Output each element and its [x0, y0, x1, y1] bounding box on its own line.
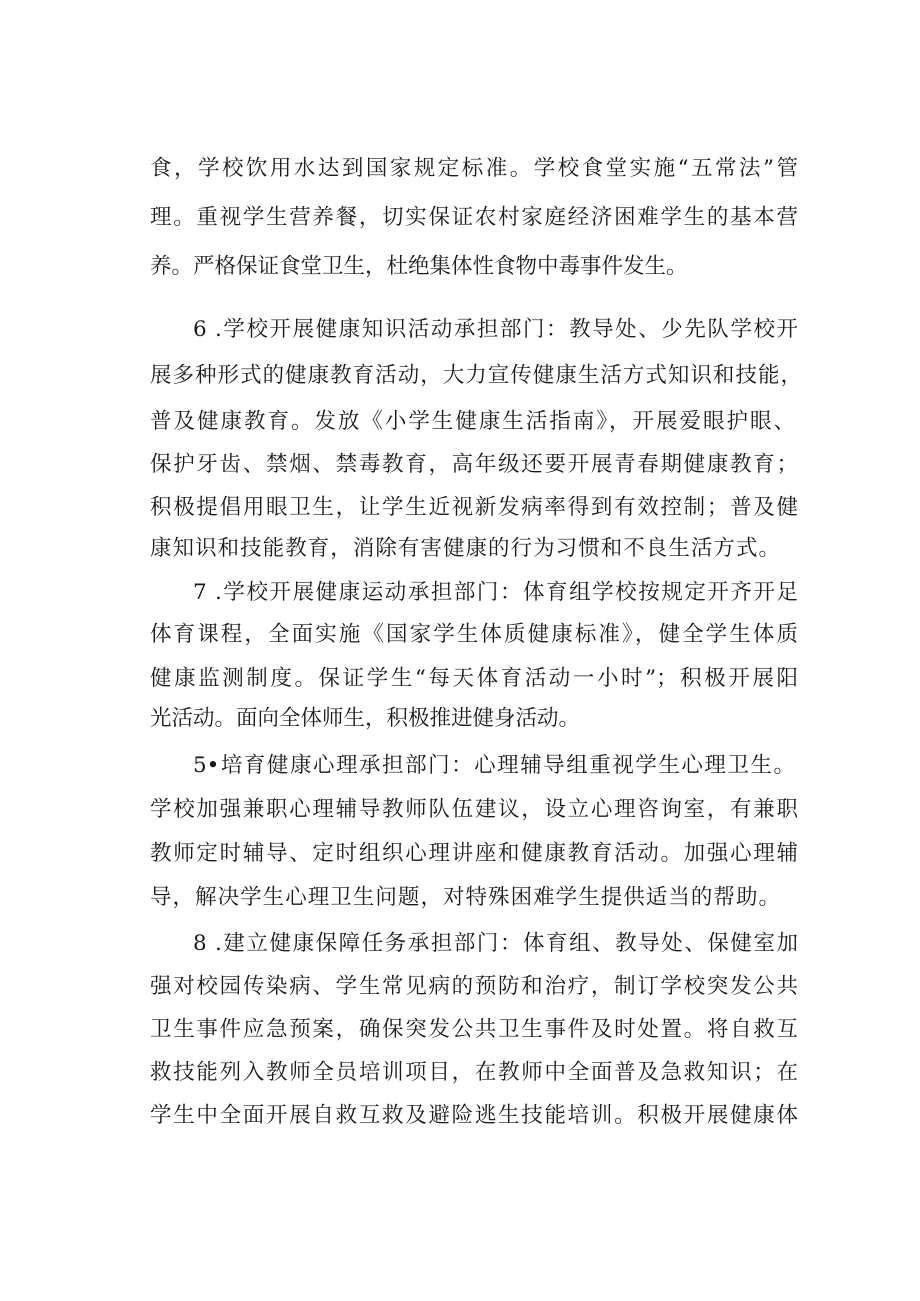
text-line: 展多种形式的健康教育活动，大力宣传健康生活方式知识和技能，	[150, 363, 802, 388]
text-line: 积极提倡用眼卫生，让学生近视新发病率得到有效控制；普及健	[150, 495, 798, 520]
text-line: 普及健康教育。发放《小学生健康生活指南》，开展爱眼护眼、	[150, 409, 795, 434]
text-line: 救技能列入教师全员培训项目，在教师中全面普及急救知识；在	[150, 1060, 798, 1085]
text-line: 保护牙齿、禁烟、禁毒教育，高年级还要开展青春期健康教育；	[150, 452, 798, 477]
text-line: 养。严格保证食堂卫生，杜绝集体性食物中毒事件发生。	[150, 254, 688, 279]
text-line: 体育课程，全面实施《国家学生体质健康标准》，健全学生体质	[150, 622, 798, 647]
text-line: 康知识和技能教育，消除有害健康的行为习惯和不良生活方式。	[150, 536, 780, 561]
text-line: 8 .建立健康保障任务承担部门：体育组、教导处、保健室加	[193, 931, 798, 956]
text-line: 光活动。面向全体师生，积极推进健身活动。	[150, 706, 581, 731]
text-line: 强对校园传染病、学生常见病的预防和治疗，制订学校突发公共	[150, 974, 798, 999]
text-line: 食，学校饮用水达到国家规定标准。学校食堂实施“五常法”管	[150, 156, 798, 181]
text-line: 卫生事件应急预案，确保突发公共卫生事件及时处置。将自救互	[150, 1017, 798, 1042]
text-line: 5•培育健康心理承担部门：心理辅导组重视学生心理卫生。	[193, 753, 795, 778]
text-line: 6 .学校开展健康知识活动承担部门：教导处、少先队学校开	[193, 317, 798, 342]
text-line: 健康监测制度。保证学生“每天体育活动一小时”；积极开展阳	[150, 666, 798, 691]
text-line: 导，解决学生心理卫生问题，对特殊困难学生提供适当的帮助。	[150, 885, 780, 910]
text-line: 学生中全面开展自救互救及避险逃生技能培训。积极开展健康体	[150, 1103, 798, 1128]
text-line: 学校加强兼职心理辅导教师队伍建议，设立心理咨询室，有兼职	[150, 797, 798, 822]
text-line: 教师定时辅导、定时组织心理讲座和健康教育活动。加强心理辅	[150, 841, 798, 866]
text-line: 理。重视学生营养餐，切实保证农村家庭经济困难学生的基本营	[150, 205, 798, 230]
text-line: 7 .学校开展健康运动承担部门：体育组学校按规定开齐开足	[193, 580, 798, 605]
